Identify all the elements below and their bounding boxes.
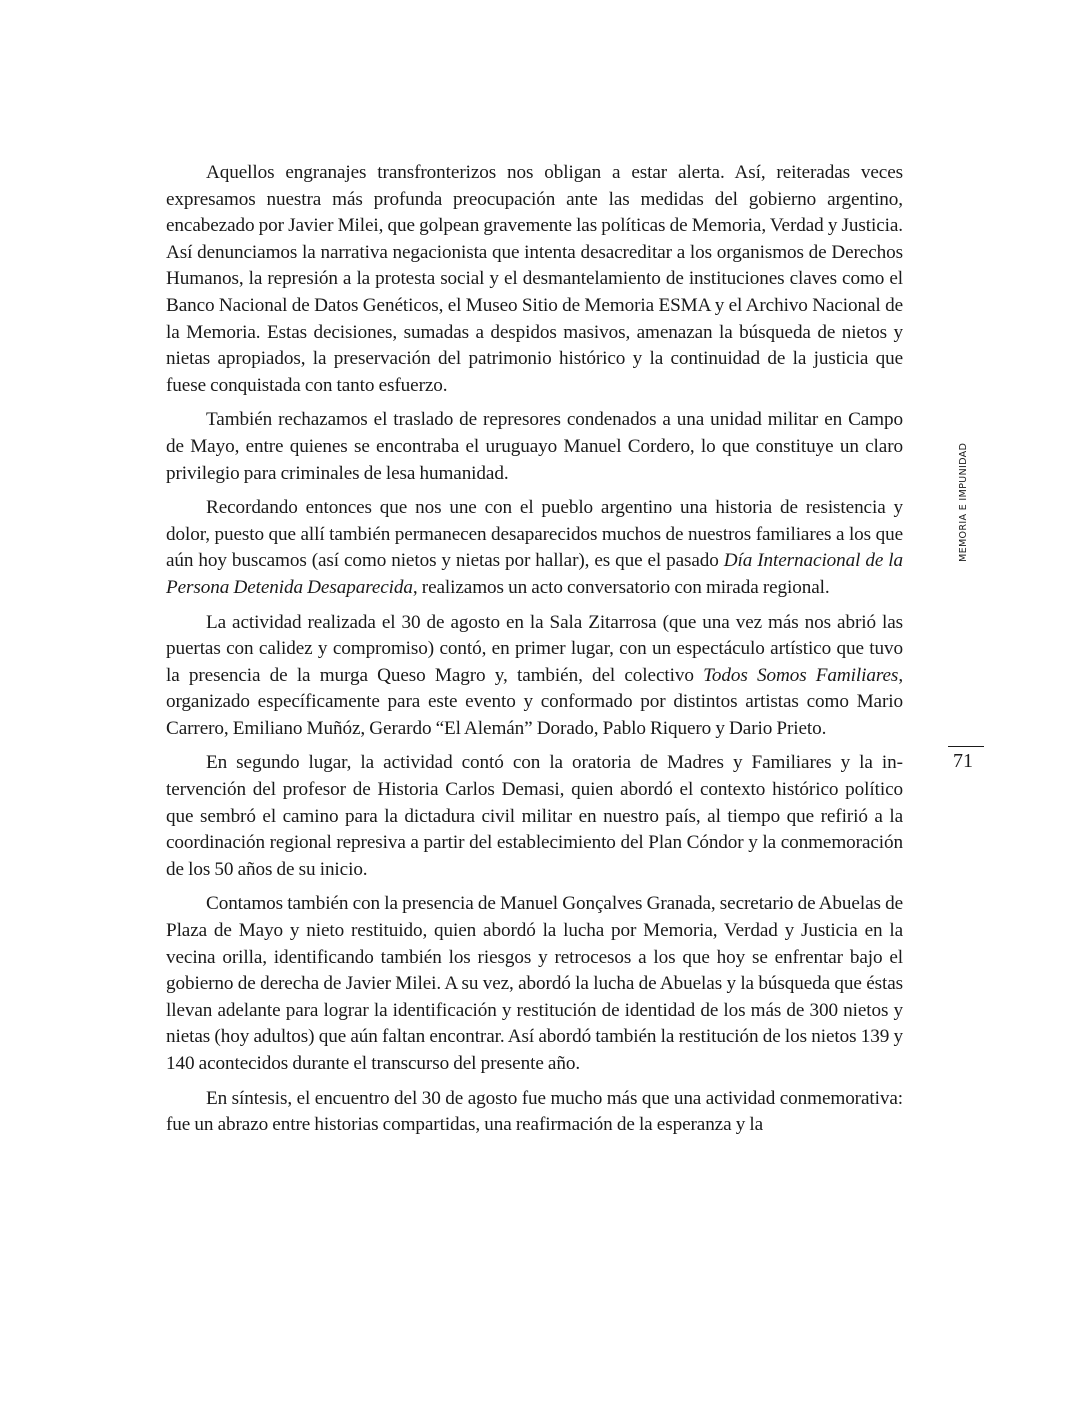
paragraph-text: En segundo lugar, la actividad contó con la oratoria de Madres y Familiares y la intervención del profesor de Historia Carlos Demasi, quien abordó el contexto histórico político que sembró el camino para la dictadura civil militar en nuestro país, al tiempo que refirió a la coordinación regional represiva a partir del establecimiento del Plan Cóndor y la conmemoración de los 50 años de su inicio. [166, 752, 903, 880]
paragraph-text: En síntesis, el encuentro del 30 de agosto fue mucho más que una actividad conmemorativa: fue un abrazo entre historias compartidas, una reafirmación de la esperanza y la [166, 1087, 903, 1136]
paragraph-text: Aquellos engranajes transfronterizos nos obligan a estar alerta. Así, reiteradas veces expresamos nuestra más profunda preocupación ante las medidas del gobierno argentino, encabezado por Javier Milei, que golpean gravemente las políticas de Memoria, Verdad y Justicia. Así denunciamos la narrativa negacionista que intenta desacreditar a los organismos de Derechos Humanos, la represión a la protesta social y el desmantelamiento de instituciones claves como el Banco Nacional de Datos Genéticos, el Museo Sitio de Memoria ESMA y el Archivo Nacional de la Memoria. Estas decisiones, sumadas a despidos masivos, amenazan la búsqueda de nietos y nietas apropiados, la preservación del patrimonio histórico y la continuidad de la justicia que fuese conquistada con tanto esfuerzo. [166, 162, 903, 396]
paragraph-text: Contamos también con la presencia de Manuel Gonçalves Granada, secretario de Abuelas de Plaza de Mayo y nieto restituido, quien abordó la lucha por Memoria, Verdad y Justicia en la vecina orilla, identificando también los riesgos y retrocesos a los que hoy se enfrentar bajo el gobierno de derecha de Javier Milei. A su vez, abordó la lucha de Abuelas y la búsqueda que éstas llevan adelante para lograr la identificación y restitución de identidad de los más de 300 nietos y nietas (hoy adultos) que aún faltan encontrar. Así abordó también la restitución de los nietos 139 y 140 acontecidos durante el transcurso del presente año. [166, 893, 903, 1074]
page-number: 71 [953, 750, 973, 772]
paragraph-1 [166, 160, 903, 399]
paragraph-text: , realizamos un acto conversatorio con mirada regional. [412, 576, 830, 598]
paragraph-text: , organizado específicamente para este evento y conformado por distintos artistas como Mario Carrero, Emiliano Muñóz, Gerardo “El Alemán” Dorado, Pablo Riquero y Dario Prieto. [166, 664, 904, 739]
paragraph-5 [166, 750, 903, 883]
body-text [166, 160, 903, 1147]
paragraph-text: La actividad realizada el 30 de agosto en la Sala Zitarrosa (que una vez más nos abrió las puertas con calidez y compromiso) contó, en primer lugar, con un espectáculo artístico que tuvo la presencia de la murga Queso Magro y, también, del colectivo [166, 611, 903, 686]
paragraph-text: Recordando entonces que nos une con el pueblo argentino una historia de resistencia y dolor, puesto que allí también permanecen desaparecidos muchos de nuestros familiares a los que aún hoy buscamos (así como nietos y nietas por hallar), es que el pasado [166, 497, 903, 572]
italic-event-title: Día Internacional de la Persona Detenida Desaparecida [166, 550, 903, 598]
paragraph-7 [166, 1086, 903, 1139]
paragraph-4 [166, 610, 903, 743]
page-number-rule [948, 746, 984, 747]
paragraph-6 [166, 891, 903, 1077]
paragraph-text: También rechazamos el traslado de represores condenados a una unidad militar en Campo de Mayo, entre quienes se encontraba el uruguayo Manuel Cordero, lo que constituye un claro privilegio para criminales de lesa humanidad. [166, 409, 903, 484]
paragraph-3 [166, 495, 903, 601]
running-section-title: MEMORIA E IMPUNIDAD [958, 442, 969, 562]
paragraph-2 [166, 407, 903, 487]
italic-collective-name: Todos Somos Familiares [703, 664, 899, 686]
